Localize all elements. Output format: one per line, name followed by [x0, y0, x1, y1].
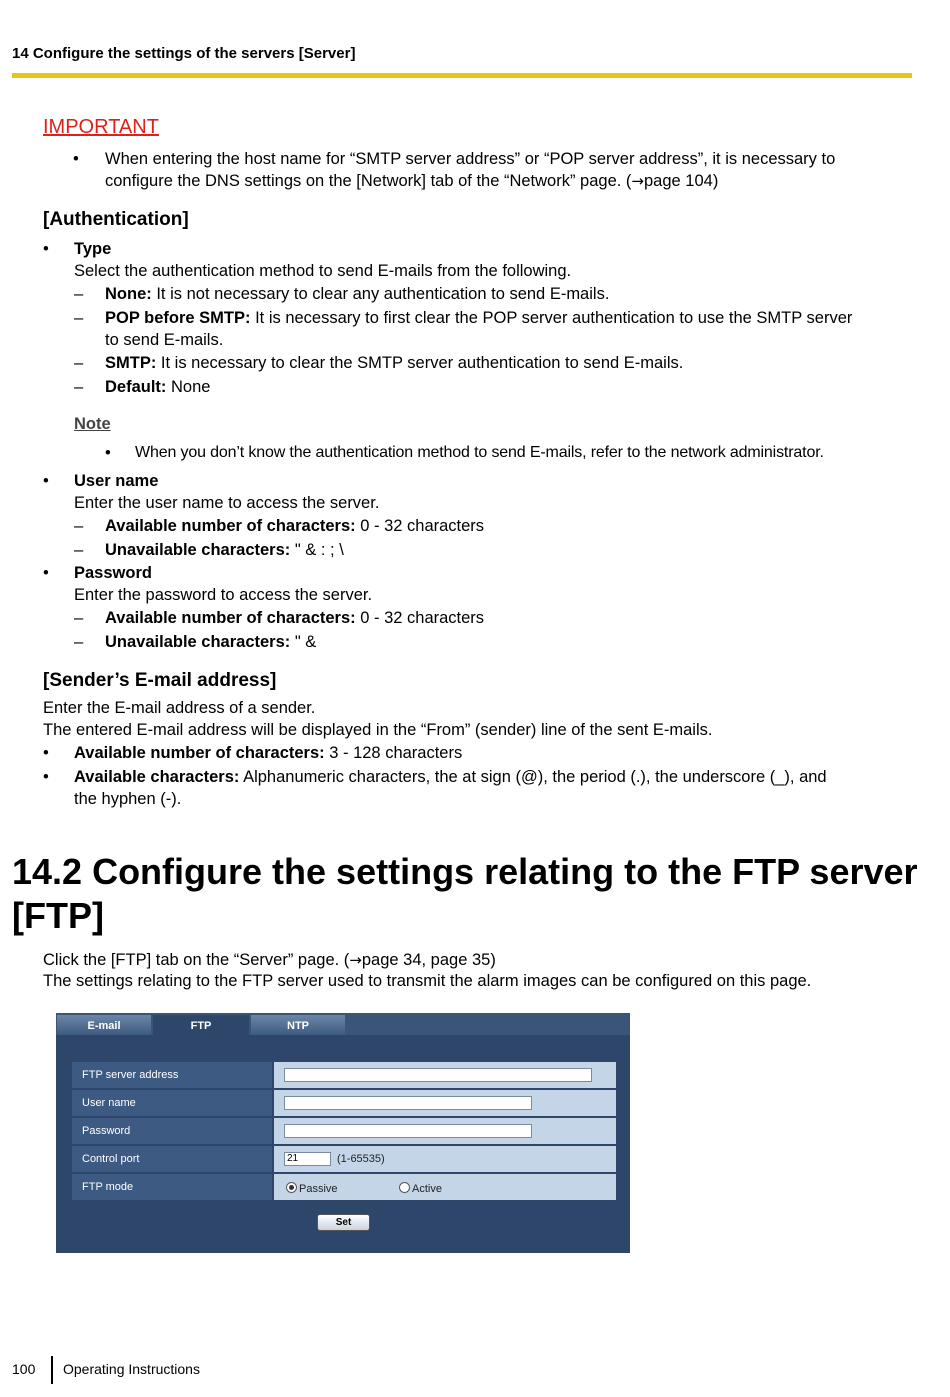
dash: –: [74, 541, 84, 559]
note-text: When you don’t know the authentication method to send E-mails, refer to the network administrator.: [135, 444, 824, 461]
control-port-input[interactable]: 21: [284, 1152, 331, 1166]
header-rule: [12, 73, 912, 78]
dash: –: [74, 309, 84, 327]
tab-email[interactable]: E-mail: [57, 1015, 151, 1035]
ftp-server-address-label: FTP server address: [72, 1062, 272, 1088]
control-port-label: Control port: [72, 1146, 272, 1172]
bullet-dot: •: [43, 744, 49, 762]
section-title-line2: [FTP]: [12, 895, 104, 936]
set-button[interactable]: Set: [317, 1214, 370, 1231]
bullet-dot: •: [73, 150, 79, 168]
sender-heading: [Sender’s E-mail address]: [43, 670, 277, 691]
section-intro2: The settings relating to the FTP server used to transmit the alarm images can be configured on this page.: [43, 972, 812, 990]
option-none: None: It is not necessary to clear any authentication to send E-mails.: [105, 285, 610, 303]
password-row-label: Password: [72, 1118, 272, 1144]
ftp-mode-passive-radio[interactable]: Passive: [286, 1182, 338, 1195]
note-heading: Note: [74, 415, 111, 433]
ftp-mode-label: FTP mode: [72, 1174, 272, 1200]
ftp-server-address-input[interactable]: [284, 1068, 592, 1082]
radio-selected-icon: [286, 1182, 297, 1193]
bullet-dot: •: [43, 472, 49, 490]
type-desc: Select the authentication method to send E-mails from the following.: [74, 262, 572, 280]
option-pop: POP before SMTP: It is necessary to first clear the POP server authentication to use the SMTP server: [105, 309, 853, 327]
sender-available-chars: Available characters: Alphanumeric characters, the at sign (@), the period (.), the underscore (_), and: [74, 768, 827, 786]
type-label: Type: [74, 240, 112, 258]
arrow-icon: →: [349, 951, 362, 969]
running-header: 14 Configure the settings of the servers [Server]: [12, 45, 356, 62]
bullet-dot: •: [43, 768, 49, 786]
important-text-line2: configure the DNS settings on the [Network] tab of the “Network” page. (→page 104): [105, 172, 719, 190]
footer-divider: [51, 1356, 53, 1384]
user-name-row-label: User name: [72, 1090, 272, 1116]
dash: –: [74, 609, 84, 627]
important-heading: IMPORTANT: [43, 116, 159, 138]
control-port-range: (1-65535): [337, 1153, 385, 1165]
user-name-desc: Enter the user name to access the server.: [74, 494, 380, 512]
authentication-heading: [Authentication]: [43, 209, 189, 230]
sender-desc2: The entered E-mail address will be displayed in the “From” (sender) line of the sent E-mails.: [43, 721, 713, 739]
dash: –: [74, 285, 84, 303]
tab-ftp[interactable]: FTP: [153, 1015, 249, 1035]
user-name-input[interactable]: [284, 1096, 532, 1110]
password-desc: Enter the password to access the server.: [74, 586, 373, 604]
section-title-line1: 14.2 Configure the settings relating to the FTP server: [12, 851, 918, 892]
password-label: Password: [74, 564, 152, 582]
important-text-line1: When entering the host name for “SMTP server address” or “POP server address”, it is necessary to: [105, 150, 836, 168]
user-unavailable-chars: Unavailable characters: " & : ; \: [105, 541, 344, 559]
sender-available-number: Available number of characters: 3 - 128 characters: [74, 744, 463, 762]
sender-desc1: Enter the E-mail address of a sender.: [43, 699, 316, 717]
option-pop-cont: to send E-mails.: [105, 331, 224, 349]
user-available-chars: Available number of characters: 0 - 32 characters: [105, 517, 485, 535]
dash: –: [74, 517, 84, 535]
tab-ntp[interactable]: NTP: [251, 1015, 345, 1035]
bullet-dot: •: [43, 240, 49, 258]
page-number: 100: [12, 1361, 36, 1377]
section-intro1: Click the [FTP] tab on the “Server” page. (→page 34, page 35): [43, 951, 496, 969]
ftp-mode-active-radio[interactable]: Active: [399, 1182, 442, 1195]
password-available-chars: Available number of characters: 0 - 32 characters: [105, 609, 485, 627]
sender-available-chars-cont: the hyphen (-).: [74, 790, 182, 808]
bullet-dot: •: [43, 564, 49, 582]
user-name-label: User name: [74, 472, 159, 490]
password-input[interactable]: [284, 1124, 532, 1138]
dash: –: [74, 633, 84, 651]
option-smtp: SMTP: It is necessary to clear the SMTP server authentication to send E-mails.: [105, 354, 684, 372]
dash: –: [74, 354, 84, 372]
footer-doc-title: Operating Instructions: [63, 1361, 200, 1377]
radio-unselected-icon: [399, 1182, 410, 1193]
dash: –: [74, 378, 84, 396]
arrow-icon: →: [631, 172, 644, 190]
bullet-dot: •: [105, 444, 111, 462]
password-unavailable-chars: Unavailable characters: " &: [105, 633, 317, 651]
option-default: Default: None: [105, 378, 211, 396]
